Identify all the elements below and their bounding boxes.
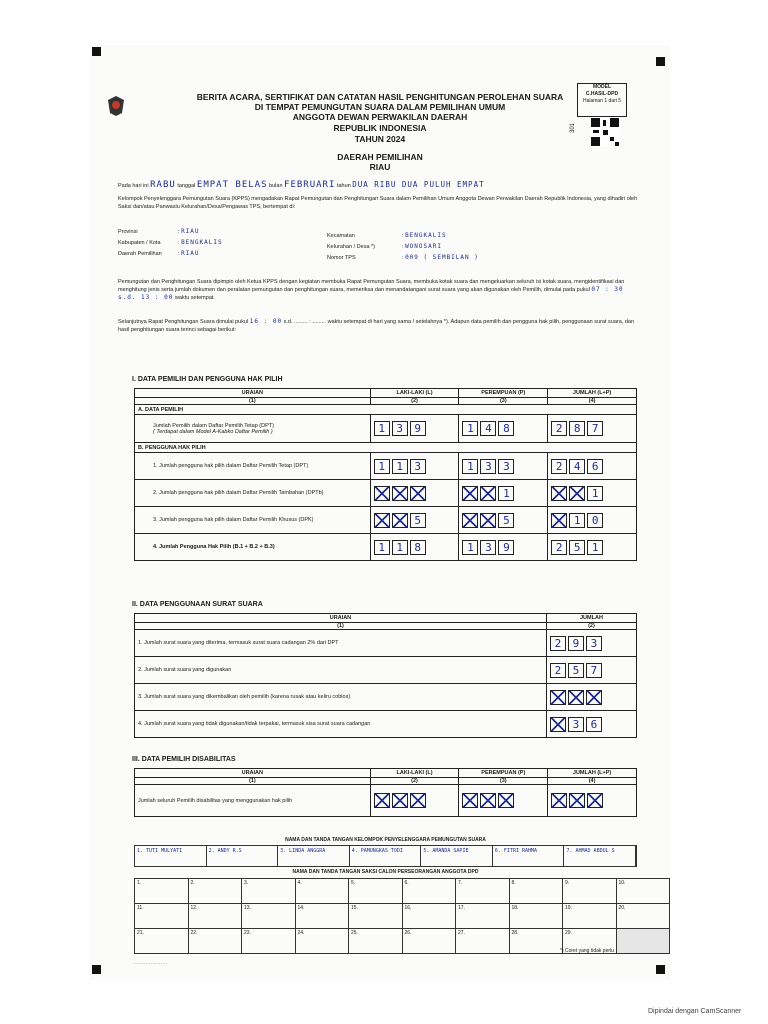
registration-mark xyxy=(656,965,665,974)
signature-cell[interactable]: 11. xyxy=(135,904,189,929)
intro-text: Kelompok Penyelenggara Pemungutan Suara (KPPS) mengadakan Rapat Pemungutan dan Penghitungan Suara dalam Pemilihan Umum Anggota Dewan Perwakilan Daerah Republik Indonesia, yang dihadiri oleh Saksi dan/atau Panwaslu Kelurahan/Desa/Pengawas TPS, bertempat di: xyxy=(118,196,638,210)
digit-boxes xyxy=(374,513,456,528)
signature-cell[interactable]: 27. xyxy=(456,929,510,954)
crossed-digit-box[interactable] xyxy=(392,486,408,501)
crossed-digit-box[interactable] xyxy=(551,513,567,528)
digit-box[interactable]: 0 xyxy=(587,513,603,528)
digit-box[interactable]: 1 xyxy=(374,540,390,555)
crossed-digit-box[interactable] xyxy=(462,486,478,501)
hari-value: RABU xyxy=(150,180,176,190)
bulan-value: FEBRUARI xyxy=(284,180,336,190)
signature-cell[interactable]: 10. xyxy=(616,879,670,904)
crossed-digit-box[interactable] xyxy=(374,793,390,808)
crossed-digit-box[interactable] xyxy=(480,486,496,501)
signature-cell[interactable]: 29. xyxy=(563,929,617,954)
digit-boxes xyxy=(550,663,633,678)
signature-cell[interactable]: 26. xyxy=(402,929,456,954)
kpps-member: 6. FITRI RAHMA xyxy=(493,846,565,866)
digit-box[interactable]: 5 xyxy=(498,513,514,528)
signature-cell[interactable]: 21. xyxy=(135,929,189,954)
digit-box[interactable]: 7 xyxy=(587,421,603,436)
signature-cell[interactable]: 2. xyxy=(188,879,242,904)
digit-boxes xyxy=(551,421,633,436)
digit-box[interactable]: 5 xyxy=(410,513,426,528)
digit-boxes xyxy=(550,636,633,651)
signature-cell[interactable]: 25. xyxy=(349,929,403,954)
saksi-signature-grid xyxy=(134,878,670,954)
digit-boxes xyxy=(551,513,633,528)
signature-cell[interactable]: 4. xyxy=(295,879,349,904)
section-1-title: I. DATA PEMILIH DAN PENGGUNA HAK PILIH xyxy=(132,376,283,383)
tanggal-value: EMPAT BELAS xyxy=(196,180,268,190)
form-code: 301 xyxy=(570,122,577,134)
section-3-title: III. DATA PEMILIH DISABILITAS xyxy=(132,756,236,763)
title-line: ANGGOTA DEWAN PERWAKILAN DAERAH xyxy=(292,112,468,122)
crossed-digit-box[interactable] xyxy=(462,793,478,808)
digit-box[interactable]: 9 xyxy=(498,540,514,555)
signature-cell[interactable]: 17. xyxy=(456,904,510,929)
crossed-digit-box[interactable] xyxy=(374,513,390,528)
digit-box[interactable]: 3 xyxy=(586,636,602,651)
digit-box[interactable]: 1 xyxy=(462,421,478,436)
section-2-title: II. DATA PENGGUNAAN SURAT SUARA xyxy=(132,601,263,608)
model-code: C.HASIL-DPD xyxy=(585,91,619,97)
digit-box[interactable]: 2 xyxy=(551,421,567,436)
digit-box[interactable]: 2 xyxy=(551,540,567,555)
digit-boxes xyxy=(462,421,544,436)
digit-box[interactable]: 9 xyxy=(568,636,584,651)
digit-box[interactable]: 3 xyxy=(480,459,496,474)
digit-box[interactable]: 1 xyxy=(569,513,585,528)
kpps-signature-row xyxy=(134,845,637,867)
digit-box[interactable]: 8 xyxy=(498,421,514,436)
digit-boxes xyxy=(374,540,456,555)
saksi-title: NAMA DAN TANDA TANGAN SAKSI CALON PERSEORANGAN ANGGOTA DPD xyxy=(292,869,479,875)
date-line: Pada hari ini RABU tanggal EMPAT BELAS bulan FEBRUARI tahun DUA RIBU DUA PULUH EMPAT xyxy=(118,180,485,190)
kpps-title: NAMA DAN TANDA TANGAN KELOMPOK PENYELENGGARA PEMUNGUTAN SUARA xyxy=(285,837,486,843)
digit-box[interactable]: 3 xyxy=(410,459,426,474)
digit-boxes xyxy=(374,793,456,808)
digit-boxes xyxy=(550,717,633,732)
signature-cell[interactable]: 24. xyxy=(295,929,349,954)
crossed-digit-box[interactable] xyxy=(586,690,602,705)
dapil-label: DAERAH PEMILIHAN xyxy=(337,152,423,162)
title-line: TAHUN 2024 xyxy=(354,134,406,144)
title-line: DI TEMPAT PEMUNGUTAN SUARA DALAM PEMILIHAN UMUM xyxy=(254,102,506,112)
registration-mark xyxy=(92,965,101,974)
digit-box[interactable]: 7 xyxy=(586,663,602,678)
signature-cell[interactable]: 1. xyxy=(135,879,189,904)
table-row: 1. Jumlah pengguna hak pilih dalam Daftar Pemilih Tetap (DPT) 1 1 3 1 3 3 2 4 6 xyxy=(135,453,637,480)
signature-cell[interactable]: 15. xyxy=(349,904,403,929)
paragraph-2: Selanjutnya Rapat Penghitungan Suara dimulai pukul 16 : 00 s.d. ......... : ......... waktu setempat di hari yang sama / setelahnya *). Adapun data pemilih dan pengguna hak pilih, penggunaan surat suara, dan hasil penghitungan suara terinci sebagai berikut: xyxy=(118,318,635,333)
signature-cell[interactable]: 23. xyxy=(242,929,296,954)
kpps-member: 1. TUTI MULYATI xyxy=(135,846,207,866)
digit-box[interactable]: 1 xyxy=(462,540,478,555)
digit-box[interactable]: 3 xyxy=(498,459,514,474)
crossed-digit-box[interactable] xyxy=(550,717,566,732)
signature-cell[interactable]: 28. xyxy=(509,929,563,954)
signature-cell[interactable]: 18. xyxy=(509,904,563,929)
paragraph-1: Pemungutan dan Penghitungan Suara dipimpin oleh Ketua KPPS dengan kegiatan membuka Rapat Pemungutan Suara, membuka kotak suara dan mengeluarkan seluruh isi kotak suara, mengidentifikasi dan menghitung jenis serta jumlah dokumen dan peralatan pemungutan dan penghitungan suara, memeriksa dan menandatangani surat suara yang akan digunakan oleh Pemilih, dimulai pada pukul 07 : 30 s.d. 13 : 00 waktu setempat. xyxy=(118,279,625,301)
digit-box[interactable]: 1 xyxy=(587,540,603,555)
table-row xyxy=(135,879,670,904)
digit-boxes xyxy=(462,486,544,501)
section-3-table: URAIAN LAKI-LAKI (L) PEREMPUAN (P) JUMLAH (L+P) (1) (2) (3) (4) Jumlah seluruh Pemilih disabilitas yang menggunakan hak pilih xyxy=(134,768,637,817)
crossed-digit-box[interactable] xyxy=(551,486,567,501)
crossed-digit-box[interactable] xyxy=(410,793,426,808)
digit-box[interactable]: 4 xyxy=(480,421,496,436)
section-1-table: URAIAN LAKI-LAKI (L) PEREMPUAN (P) JUMLAH (L+P) (1) (2) (3) (4) A. DATA PEMILIH Jumlah Pemilih dalam Daftar Pemilih Tetap (DPT) ( Terdapat dalam Model A-Kabko Daftar Pemilih ) 1 3 9 1 4 8 2 8 7 B. PENGGUNA HAK PILIH 1. Jumlah pengguna hak pilih dalam Daftar Pemilih Tetap (DPT) 1 1 3 1 3 3 2 4 6 2. Jumlah pengguna hak pilih dalam Daftar Pemilih Tambahan (DPTb) 1 1 3. Jumlah pengguna hak pilih dalam Daftar Pemilih Khusus (DPK) 5 5 1 0 4. Jumlah Pengguna Hak Pilih (B.1 + B.2 + B.3) 1 1 8 1 3 9 2 5 1 xyxy=(134,388,637,561)
kpps-member: 3. LINDA ANGGRA xyxy=(278,846,350,866)
footnote: *) Coret yang tidak perlu xyxy=(560,948,614,954)
model-label: MODEL xyxy=(592,84,612,90)
digit-boxes xyxy=(462,540,544,555)
crossed-digit-box[interactable] xyxy=(569,793,585,808)
digit-box[interactable]: 2 xyxy=(550,663,566,678)
qr-code-icon xyxy=(590,117,620,147)
digit-box[interactable]: 5 xyxy=(568,663,584,678)
crossed-digit-box[interactable] xyxy=(480,513,496,528)
signature-cell[interactable]: 22. xyxy=(188,929,242,954)
crossed-digit-box[interactable] xyxy=(462,513,478,528)
scanner-watermark: Dipindai dengan CamScanner xyxy=(648,1008,742,1015)
crossed-digit-box[interactable] xyxy=(410,486,426,501)
signature-cell[interactable] xyxy=(616,929,670,954)
digit-box[interactable]: 9 xyxy=(410,421,426,436)
crossed-digit-box[interactable] xyxy=(550,690,566,705)
crossed-digit-box[interactable] xyxy=(568,690,584,705)
digit-box[interactable]: 1 xyxy=(587,486,603,501)
signature-cell[interactable]: 9. xyxy=(563,879,617,904)
digit-boxes xyxy=(374,459,456,474)
digit-boxes xyxy=(551,793,633,808)
crossed-digit-box[interactable] xyxy=(374,486,390,501)
digit-boxes xyxy=(550,690,633,705)
signature-cell[interactable]: 5. xyxy=(349,879,403,904)
section-2-table: URAIAN JUMLAH (1) (2) 1. Jumlah surat suara yang diterima, termasuk surat suara cadangan 2% dari DPT 2 9 3 2. Jumlah surat suara yang digunakan 2 5 7 3. Jumlah surat suara yang dikembalikan oleh pemilih (karena rusak atau keliru coblos) 4. Jumlah surat suara yang tidak digunakan/tidak terpakai, termasuk sisa surat suara cadangan 3 6 xyxy=(134,613,637,738)
table-row: 3. Jumlah pengguna hak pilih dalam Daftar Pemilih Khusus (DPK) 5 5 1 0 xyxy=(135,507,637,534)
digit-box[interactable]: 1 xyxy=(498,486,514,501)
digit-boxes xyxy=(462,793,544,808)
digit-boxes xyxy=(551,540,633,555)
table-row: 1. Jumlah surat suara yang diterima, termasuk surat suara cadangan 2% dari DPT 2 9 3 xyxy=(135,630,637,657)
kpps-member: 4. PAMUNGKAS TODI xyxy=(350,846,422,866)
digit-box[interactable]: 5 xyxy=(569,540,585,555)
location-left: Provinsi : RIAU Kabupaten / Kota : BENGKALIS Daerah Pemilihan : RIAU xyxy=(118,228,223,257)
crossed-digit-box[interactable] xyxy=(587,793,603,808)
digit-box[interactable]: 1 xyxy=(462,459,478,474)
digit-boxes xyxy=(551,486,633,501)
crossed-digit-box[interactable] xyxy=(392,793,408,808)
signature-cell[interactable]: 3. xyxy=(242,879,296,904)
signature-cell[interactable]: 19. xyxy=(563,904,617,929)
crossed-digit-box[interactable] xyxy=(498,793,514,808)
registration-mark xyxy=(656,57,665,66)
digit-box[interactable]: 8 xyxy=(410,540,426,555)
digit-box[interactable]: 6 xyxy=(586,717,602,732)
kpps-member: 2. ANDY R.S xyxy=(207,846,279,866)
table-row: 2. Jumlah surat suara yang digunakan 2 5 7 xyxy=(135,657,637,684)
signature-cell[interactable]: 7. xyxy=(456,879,510,904)
digit-box[interactable]: 6 xyxy=(587,459,603,474)
digit-boxes xyxy=(462,459,544,474)
signature-cell[interactable]: 13. xyxy=(242,904,296,929)
table-row: 4. Jumlah Pengguna Hak Pilih (B.1 + B.2 + B.3) 1 1 8 1 3 9 2 5 1 xyxy=(135,534,637,561)
section-a-title: A. DATA PEMILIH xyxy=(135,405,637,415)
page-count: Halaman 1 dari 5 xyxy=(582,98,622,104)
dapil-value: RIAU xyxy=(369,162,391,172)
table-row: 3. Jumlah surat suara yang dikembalikan oleh pemilih (karena rusak atau keliru coblos) xyxy=(135,684,637,711)
digit-boxes xyxy=(374,486,456,501)
digit-boxes xyxy=(551,459,633,474)
digit-box[interactable]: 2 xyxy=(550,636,566,651)
digit-box[interactable]: 4 xyxy=(569,459,585,474)
footer-code: ‥‥‥‥‥‥‥‥‥‥ xyxy=(134,960,168,966)
crossed-digit-box[interactable] xyxy=(569,486,585,501)
digit-box[interactable]: 1 xyxy=(392,540,408,555)
digit-box[interactable]: 3 xyxy=(480,540,496,555)
digit-boxes xyxy=(462,513,544,528)
digit-box[interactable]: 8 xyxy=(569,421,585,436)
signature-cell[interactable]: 12. xyxy=(188,904,242,929)
location-right: Kecamatan : BENGKALIS Kelurahan / Desa *) : WONOSARI Nomor TPS : 009 ( SEMBILAN ) xyxy=(327,232,479,261)
digit-box[interactable]: 1 xyxy=(392,459,408,474)
kpps-member: 7. AHMAD ABDUL S xyxy=(564,846,636,866)
title-line: REPUBLIK INDONESIA xyxy=(333,123,427,133)
tahun-value: DUA RIBU DUA PULUH EMPAT xyxy=(352,180,485,189)
table-row: Jumlah seluruh Pemilih disabilitas yang menggunakan hak pilih xyxy=(135,785,637,817)
table-row xyxy=(135,904,670,929)
signature-cell[interactable]: 6. xyxy=(402,879,456,904)
signature-cell[interactable]: 16. xyxy=(402,904,456,929)
table-row: 4. Jumlah surat suara yang tidak digunakan/tidak terpakai, termasuk sisa surat suara cadangan 3 6 xyxy=(135,711,637,738)
digit-box[interactable]: 1 xyxy=(374,459,390,474)
table-row: Jumlah Pemilih dalam Daftar Pemilih Tetap (DPT) ( Terdapat dalam Model A-Kabko Daftar Pemilih ) 1 3 9 1 4 8 2 8 7 xyxy=(135,415,637,443)
registration-mark xyxy=(92,47,101,56)
crossed-digit-box[interactable] xyxy=(551,793,567,808)
model-box xyxy=(577,83,627,117)
digit-box[interactable]: 2 xyxy=(551,459,567,474)
crossed-digit-box[interactable] xyxy=(392,513,408,528)
digit-box[interactable]: 1 xyxy=(374,421,390,436)
signature-cell[interactable]: 8. xyxy=(509,879,563,904)
signature-cell[interactable]: 14. xyxy=(295,904,349,929)
section-b-title: B. PENGGUNA HAK PILIH xyxy=(135,443,637,453)
signature-cell[interactable]: 20. xyxy=(616,904,670,929)
form-page xyxy=(90,45,670,980)
crossed-digit-box[interactable] xyxy=(480,793,496,808)
digit-box[interactable]: 3 xyxy=(392,421,408,436)
kpps-member: 5. AMANDA SAPIE xyxy=(421,846,493,866)
title-line: BERITA ACARA, SERTIFIKAT DAN CATATAN HASIL PENGHITUNGAN PEROLEHAN SUARA xyxy=(196,92,564,102)
digit-boxes xyxy=(374,421,456,436)
table-row: 2. Jumlah pengguna hak pilih dalam Daftar Pemilih Tambahan (DPTb) 1 1 xyxy=(135,480,637,507)
digit-box[interactable]: 3 xyxy=(568,717,584,732)
